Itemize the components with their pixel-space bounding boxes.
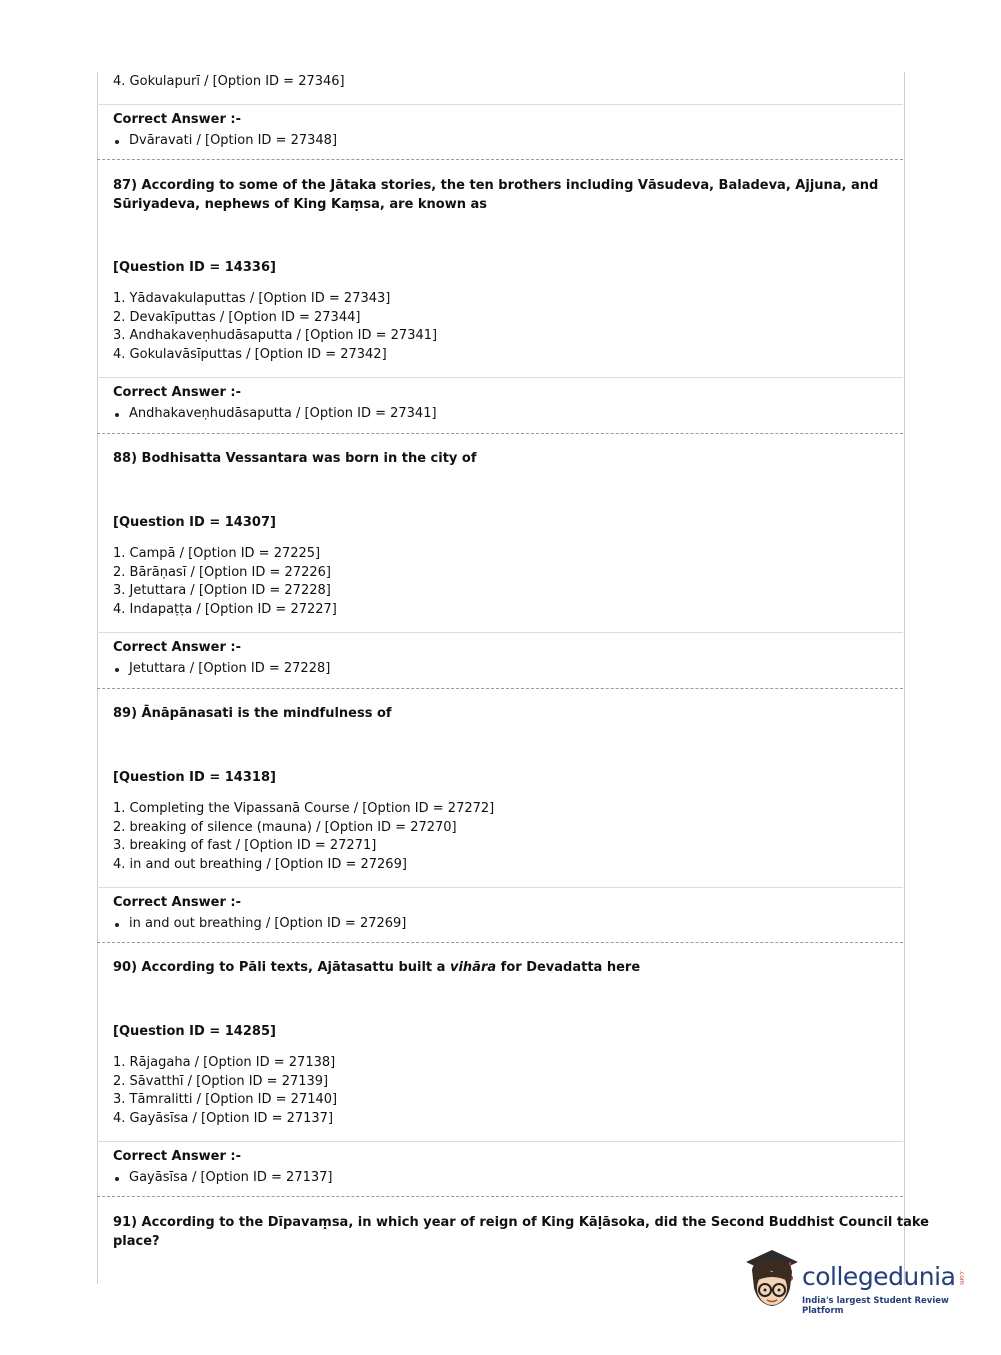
- option-item: 2. Devakīputtas / [Option ID = 27344]: [113, 310, 361, 325]
- question-emphasis: vihāra: [449, 960, 497, 975]
- question-id: [Question ID = 14285]: [113, 1024, 276, 1039]
- correct-answer-label: Correct Answer :-: [113, 1149, 241, 1164]
- option-item: 1. Completing the Vipassanā Course / [Option ID = 27272]: [113, 801, 495, 816]
- correct-answer: in and out breathing / [Option ID = 27269]: [129, 916, 407, 931]
- option-item: 1. Rājagaha / [Option ID = 27138]: [113, 1055, 336, 1070]
- mascot-icon: [742, 1248, 802, 1318]
- question-separator: [97, 1196, 903, 1197]
- divider: [97, 377, 903, 378]
- option-item: 2. breaking of silence (mauna) / [Option ID = 27270]: [113, 820, 457, 835]
- option-item: 4. Gokulavāsīputtas / [Option ID = 27342]: [113, 347, 387, 362]
- bullet-icon: [115, 1177, 119, 1181]
- question-text-part: 90) According to Pāli texts, Ajātasattu built a: [113, 960, 450, 975]
- divider: [97, 104, 903, 105]
- option-item: 4. Indapaṭṭa / [Option ID = 27227]: [113, 602, 337, 617]
- question-text: 87) According to some of the Jātaka stories, the ten brothers including Vāsudeva, Baladeva, Ajjuna, and: [113, 178, 879, 193]
- bullet-icon: [115, 413, 119, 417]
- correct-answer: Dvāravati / [Option ID = 27348]: [129, 133, 338, 148]
- option-item: 3. Jetuttara / [Option ID = 27228]: [113, 583, 331, 598]
- correct-answer-label: Correct Answer :-: [113, 895, 241, 910]
- question-separator: [97, 433, 903, 434]
- question-text-part: for Devadatta here: [496, 960, 641, 975]
- correct-answer-label: Correct Answer :-: [113, 640, 241, 655]
- question-separator: [97, 688, 903, 689]
- question-separator: [97, 159, 903, 160]
- option-item: 1. Yādavakulaputtas / [Option ID = 27343]: [113, 291, 391, 306]
- question-text: 88) Bodhisatta Vessantara was born in the city of: [113, 451, 477, 466]
- question-id: [Question ID = 14318]: [113, 770, 276, 785]
- divider: [97, 632, 903, 633]
- question-text: 91) According to the Dīpavaṃsa, in which year of reign of King Kāḷāsoka, did the Second Buddhist Council take: [113, 1215, 929, 1230]
- logo-suffix: .com: [958, 1270, 965, 1285]
- question-id: [Question ID = 14307]: [113, 515, 276, 530]
- logo-tagline: India's largest Student Review Platform: [802, 1296, 949, 1316]
- option-item: 4. in and out breathing / [Option ID = 27269]: [113, 857, 407, 872]
- option-item: 2. Bārāṇasī / [Option ID = 27226]: [113, 565, 331, 580]
- bullet-icon: [115, 668, 119, 672]
- option-item: 2. Sāvatthī / [Option ID = 27139]: [113, 1074, 329, 1089]
- bullet-icon: [115, 923, 119, 927]
- correct-answer: Andhakaveṇhudāsaputta / [Option ID = 27341]: [129, 406, 437, 421]
- option-item: 4. Gokulapurī / [Option ID = 27346]: [113, 74, 345, 89]
- question-text: place?: [113, 1234, 160, 1249]
- question-text: [113, 960, 640, 975]
- option-item: 3. breaking of fast / [Option ID = 27271]: [113, 838, 377, 853]
- option-item: 3. Tāmralitti / [Option ID = 27140]: [113, 1092, 338, 1107]
- collegedunia-logo[interactable]: [742, 1248, 982, 1318]
- divider: [97, 1141, 903, 1142]
- correct-answer-label: Correct Answer :-: [113, 112, 241, 127]
- bullet-icon: [115, 140, 119, 144]
- option-item: 4. Gayāsīsa / [Option ID = 27137]: [113, 1111, 334, 1126]
- option-item: 3. Andhakaveṇhudāsaputta / [Option ID = 27341]: [113, 328, 438, 343]
- divider: [97, 887, 903, 888]
- option-item: 1. Campā / [Option ID = 27225]: [113, 546, 321, 561]
- correct-answer-label: Correct Answer :-: [113, 385, 241, 400]
- question-separator: [97, 942, 903, 943]
- question-id: [Question ID = 14336]: [113, 260, 276, 275]
- question-text: Sūriyadeva, nephews of King Kaṃsa, are known as: [113, 197, 488, 212]
- logo-wordmark: collegedunia: [802, 1262, 956, 1291]
- correct-answer: Gayāsīsa / [Option ID = 27137]: [129, 1170, 333, 1185]
- question-text: 89) Ānāpānasati is the mindfulness of: [113, 706, 392, 721]
- correct-answer: Jetuttara / [Option ID = 27228]: [129, 661, 331, 676]
